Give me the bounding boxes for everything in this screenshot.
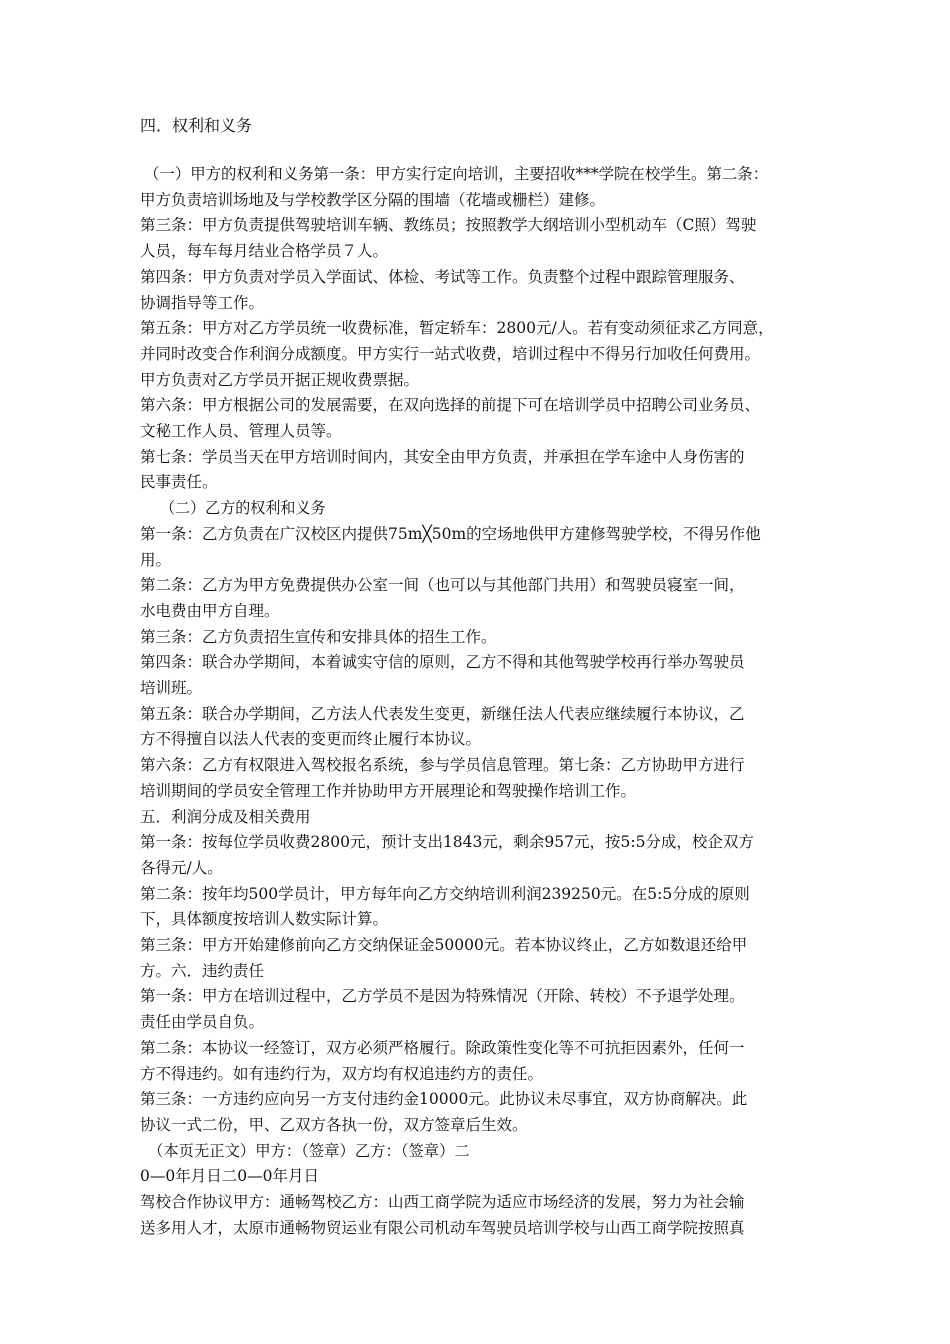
text-line: 各得元/人。 [140, 858, 223, 877]
text-line: 人员，每车每月结业合格学员７人。 [140, 242, 389, 261]
text-line: 第二条：按年均500学员计，甲方每年向乙方交纳培训利润239250元。在5:5分成的原则 [140, 884, 750, 903]
text-line: 甲方负责对乙方学员开据正规收费票据。 [140, 370, 420, 389]
text-line: 第六条：乙方有权限进入驾校报名系统，参与学员信息管理。第七条：乙方协助甲方进行 [140, 756, 745, 775]
text-line: （一）甲方的权利和义务第一条：甲方实行定向培训，主要招收***学院在校学生。第二条： [144, 165, 769, 183]
text-line: 方。六．违约责任 [140, 961, 265, 980]
text-line: 协议一式二份，甲、乙双方各执一份，双方签章后生效。 [140, 1115, 528, 1134]
text-line: 责任由学员自负。 [140, 1013, 265, 1032]
text-line: 驾校合作协议甲方：通畅驾校乙方：山西工商学院为适应市场经济的发展，努力为社会输 [140, 1193, 745, 1211]
text-line: 培训班。 [140, 679, 203, 697]
text-line: 第三条：甲方开始建修前向乙方交纳保证金50000元。若本协议终止，乙方如数退还给甲 [140, 936, 748, 954]
text-line: 第六条：甲方根据公司的发展需要，在双向选择的前提下可在培训学员中招聘公司业务员、 [140, 396, 761, 415]
text-line: 第三条：甲方负责提供驾驶培训车辆、教练员；按照教学大纲培训小型机动车（C照）驾驶 [140, 216, 757, 235]
text-line: 五．利润分成及相关费用 [140, 807, 311, 826]
text-line: 下，具体额度按培训人数实际计算。 [140, 910, 389, 929]
section-heading: 四．权利和义务 [140, 116, 253, 135]
text-line: 第二条：乙方为甲方免费提供办公室一间（也可以与其他部门共用）和驾驶员寝室一间， [140, 576, 745, 595]
text-line: 第一条：乙方负责在广汉校区内提供75m╳50m的空场地供甲方建修驾驶学校，不得另作他 [140, 524, 761, 543]
text-line: 文秘工作人员、管理人员等。 [140, 422, 342, 440]
text-line: 第二条：本协议一经签订，双方必须严格履行。除政策性变化等不可抗拒因素外，任何一 [140, 1038, 745, 1057]
text-line: 第五条：甲方对乙方学员统一收费标准，暂定轿车：2800元/人。若有变动须征求乙方同意， [140, 319, 774, 338]
text-line: 第三条：乙方负责招生宣传和安排具体的招生工作。 [140, 627, 497, 646]
text-line: 0—0年月日二0—0年月日 [140, 1167, 319, 1186]
text-line: 培训期间的学员安全管理工作并协助甲方开展理论和驾驶操作培训工作。 [140, 781, 637, 800]
text-line: 第五条：联合办学期间，乙方法人代表发生变更，新继任法人代表应继续履行本协议，乙 [140, 704, 745, 723]
text-line: 水电费由甲方自理。 [140, 601, 280, 620]
text-line: 用。 [140, 550, 172, 569]
text-line: （本页无正文）甲方：（签章）乙方：（签章）二 [148, 1141, 470, 1160]
text-line: 协调指导等工作。 [140, 293, 265, 312]
text-line: 第三条：一方违约应向另一方支付违约金10000元。此协议未尽事宜，双方协商解决。此 [140, 1090, 748, 1109]
text-line: （二）乙方的权利和义务 [160, 499, 326, 518]
text-line: 方不得违约。如有违约行为，双方均有权追违约方的责任。 [140, 1064, 544, 1083]
text-line: 第四条：联合办学期间，本着诚实守信的原则，乙方不得和其他驾驶学校再行举办驾驶员 [140, 653, 745, 672]
text-line: 并同时改变合作利润分成额度。甲方实行一站式收费，培训过程中不得另行加收任何费用。 [140, 344, 761, 363]
text-line: 第一条：甲方在培训过程中，乙方学员不是因为特殊情况（开除、转校）不予退学处理。 [140, 987, 745, 1006]
text-line: 方不得擅自以法人代表的变更而终止履行本协议。 [140, 730, 482, 749]
text-line: 第一条：按每位学员收费2800元，预计支出1843元，剩余957元，按5:5分成，校企双方 [140, 833, 754, 852]
text-line: 甲方负责培训场地及与学校教学区分隔的围墙（花墙或栅栏）建修。 [140, 190, 606, 209]
text-line: 第七条：学员当天在甲方培训时间内，其安全由甲方负责，并承担在学车途中人身伤害的 [140, 447, 745, 466]
text-line: 第四条：甲方负责对学员入学面试、体检、考试等工作。负责整个过程中跟踪管理服务、 [140, 267, 745, 286]
text-line: 民事责任。 [140, 473, 218, 492]
text-line: 送多用人才，太原市通畅物贸运业有限公司机动车驾驶员培训学校与山西工商学院按照真 [140, 1218, 745, 1237]
